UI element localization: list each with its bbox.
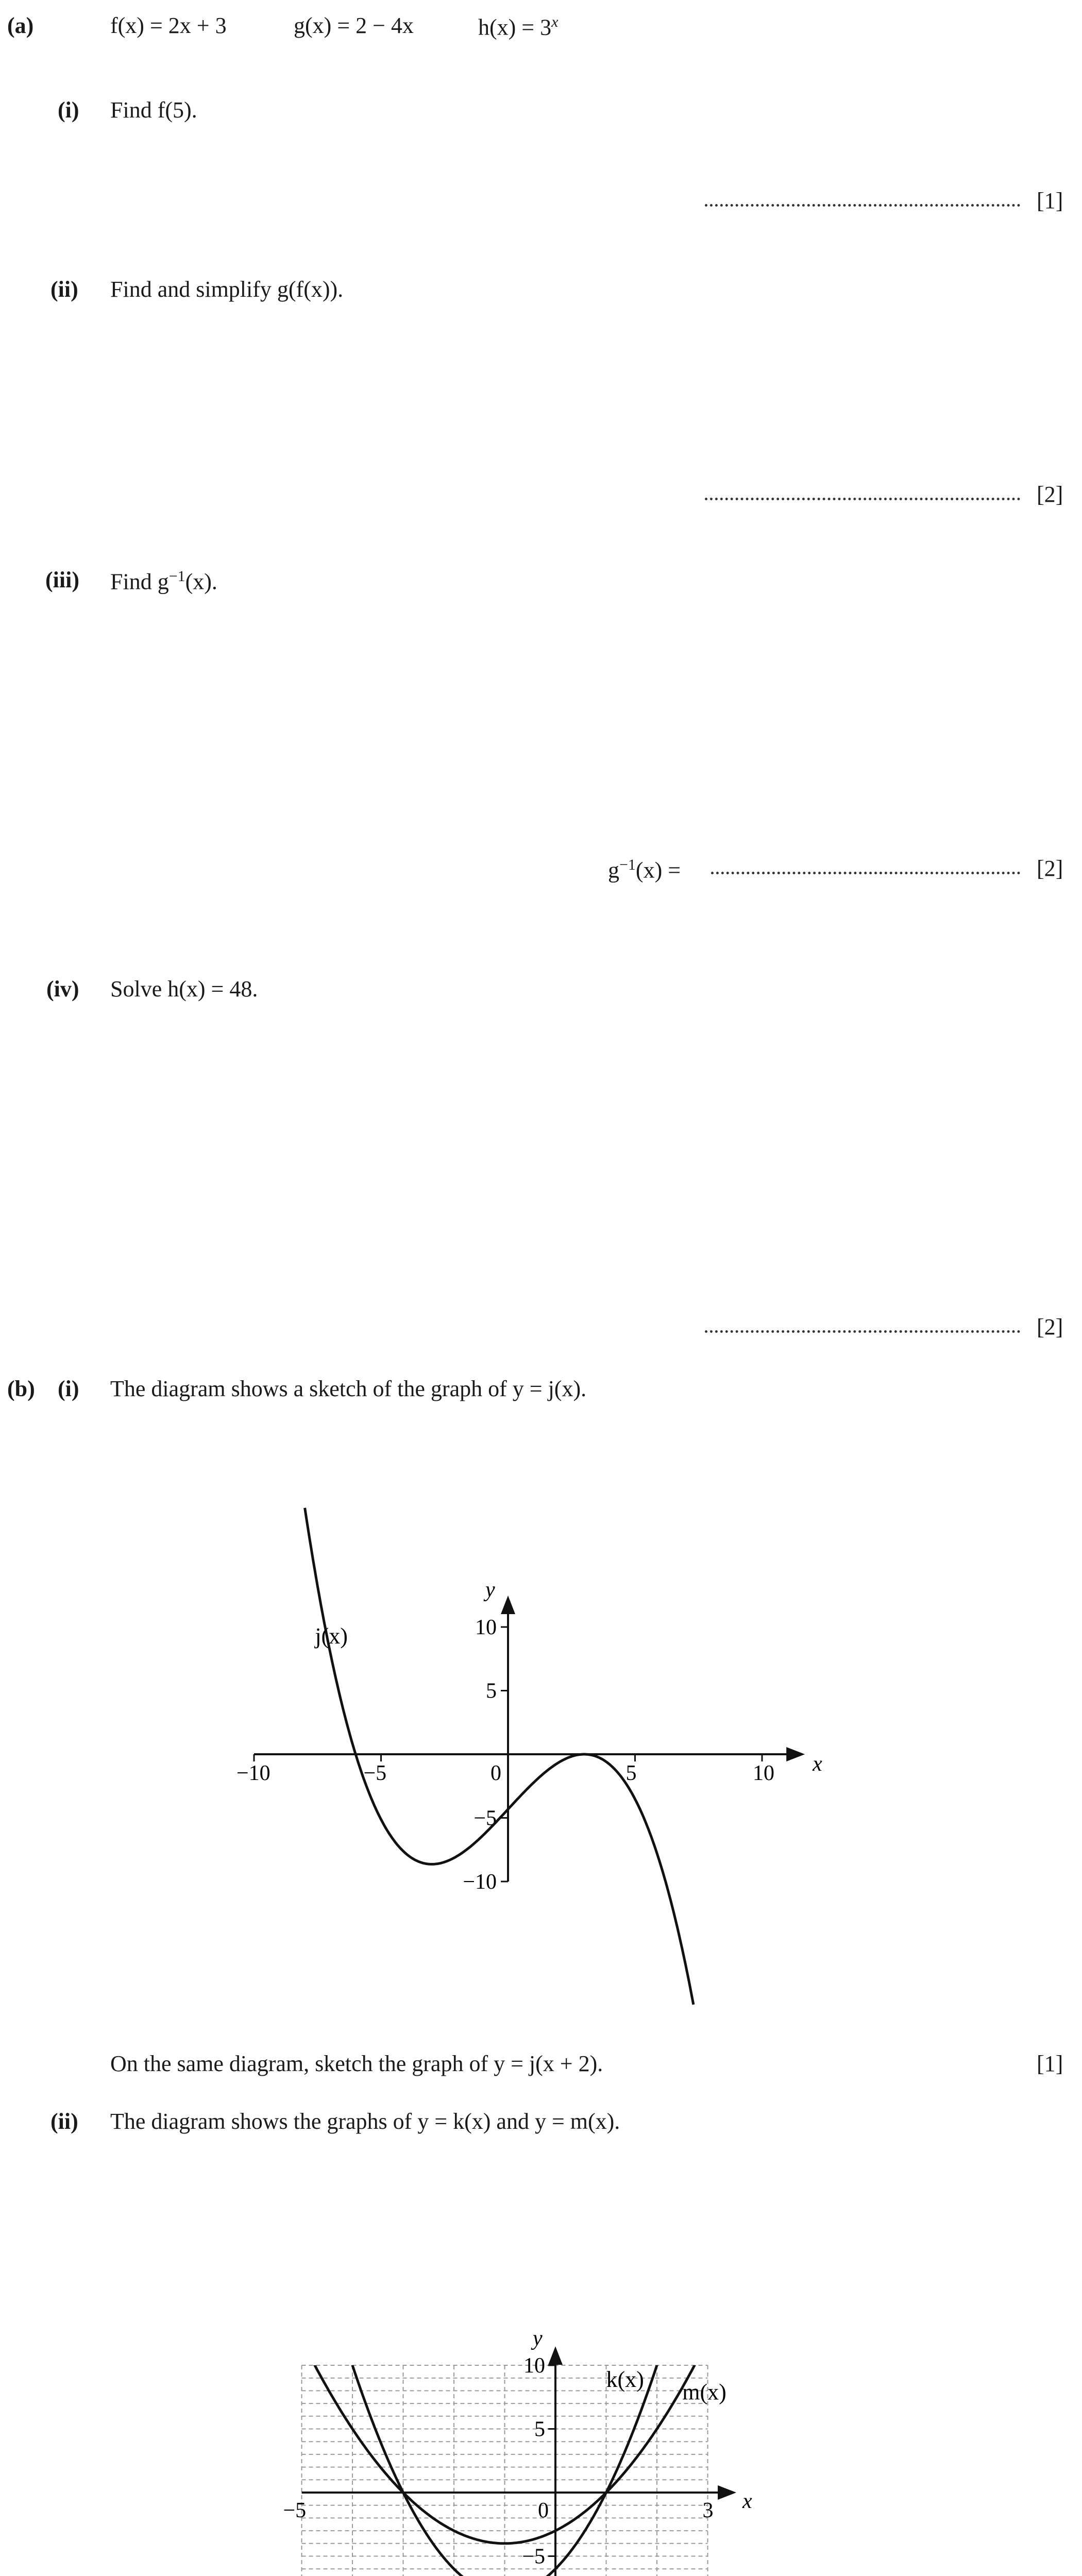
question-a-iii-label: (iii) xyxy=(45,567,79,592)
question-b-i-follow: On the same diagram, sketch the graph of y = j(x + 2). xyxy=(110,2051,603,2076)
question-a-i-label: (i) xyxy=(58,97,79,123)
part-b-label: (b) xyxy=(7,1376,35,1401)
marks-a-ii: [2] xyxy=(1037,482,1063,507)
x-tick-label: −10 xyxy=(236,1761,270,1785)
question-b-ii-label: (ii) xyxy=(50,2109,78,2134)
part-a-label: (a) xyxy=(7,13,34,38)
k-curve-label: k(x) xyxy=(606,2366,644,2392)
question-a-iii-text-pre: Find g xyxy=(110,569,169,595)
g-definition: g(x) = 2 − 4x xyxy=(294,13,414,38)
marks-a-i: [1] xyxy=(1037,188,1063,213)
y-tick-label: 5 xyxy=(486,1679,497,1703)
question-b-i-text: The diagram shows a sketch of the graph of y = j(x). xyxy=(110,1376,587,1401)
h-definition-base: h(x) = 3 xyxy=(478,14,552,40)
x-tick-label: −5 xyxy=(363,1761,387,1785)
y-tick-label: −5 xyxy=(522,2545,545,2569)
y-tick-label: 5 xyxy=(534,2417,545,2442)
question-b-i-label: (i) xyxy=(58,1376,79,1401)
x-tick-label: 0 xyxy=(538,2499,549,2522)
f-definition: f(x) = 2x + 3 xyxy=(110,13,227,38)
x-axis-arrow xyxy=(718,2485,736,2500)
question-a-iii-text-post: (x). xyxy=(185,569,217,595)
y-tick-label: 10 xyxy=(523,2354,545,2378)
y-axis-arrow xyxy=(548,2346,563,2365)
answer-prefix-a-iii-pre: g xyxy=(608,857,619,883)
y-tick-label: −5 xyxy=(474,1806,497,1831)
question-a-ii-text: Find and simplify g(f(x)). xyxy=(110,277,344,302)
h-definition-exponent: x xyxy=(551,13,559,30)
y-axis-label: y xyxy=(485,1578,495,1602)
x-tick-label: 10 xyxy=(753,1761,774,1785)
question-a-iii-text-sup: −1 xyxy=(168,568,185,585)
x-tick-label: −5 xyxy=(283,2499,307,2522)
x-tick-label: 3 xyxy=(702,2499,714,2522)
y-tick-label: 10 xyxy=(475,1616,497,1639)
x-tick-label: 0 xyxy=(491,1761,501,1785)
question-a-i-text: Find f(5). xyxy=(110,97,197,123)
question-a-iv-label: (iv) xyxy=(46,976,79,1002)
j-curve-label: j(x) xyxy=(315,1623,348,1649)
question-b-ii-text: The diagram shows the graphs of y = k(x) and y = m(x). xyxy=(110,2109,620,2134)
x-axis-label: x xyxy=(742,2489,752,2513)
marks-a-iii: [2] xyxy=(1037,856,1063,881)
y-axis-label: y xyxy=(533,2327,543,2351)
answer-prefix-a-iii-post: (x) = xyxy=(635,857,681,883)
answer-prefix-a-iii-sup: −1 xyxy=(619,856,636,873)
x-axis-label: x xyxy=(813,1752,822,1776)
marks-b-i: [1] xyxy=(1037,2051,1063,2076)
x-tick-label: 5 xyxy=(625,1761,637,1785)
m-curve-label: m(x) xyxy=(682,2379,726,2405)
question-a-iv-text: Solve h(x) = 48. xyxy=(110,976,258,1002)
question-a-ii-label: (ii) xyxy=(50,277,78,302)
y-tick-label: −10 xyxy=(463,1870,497,1894)
marks-a-iv: [2] xyxy=(1037,1314,1063,1340)
